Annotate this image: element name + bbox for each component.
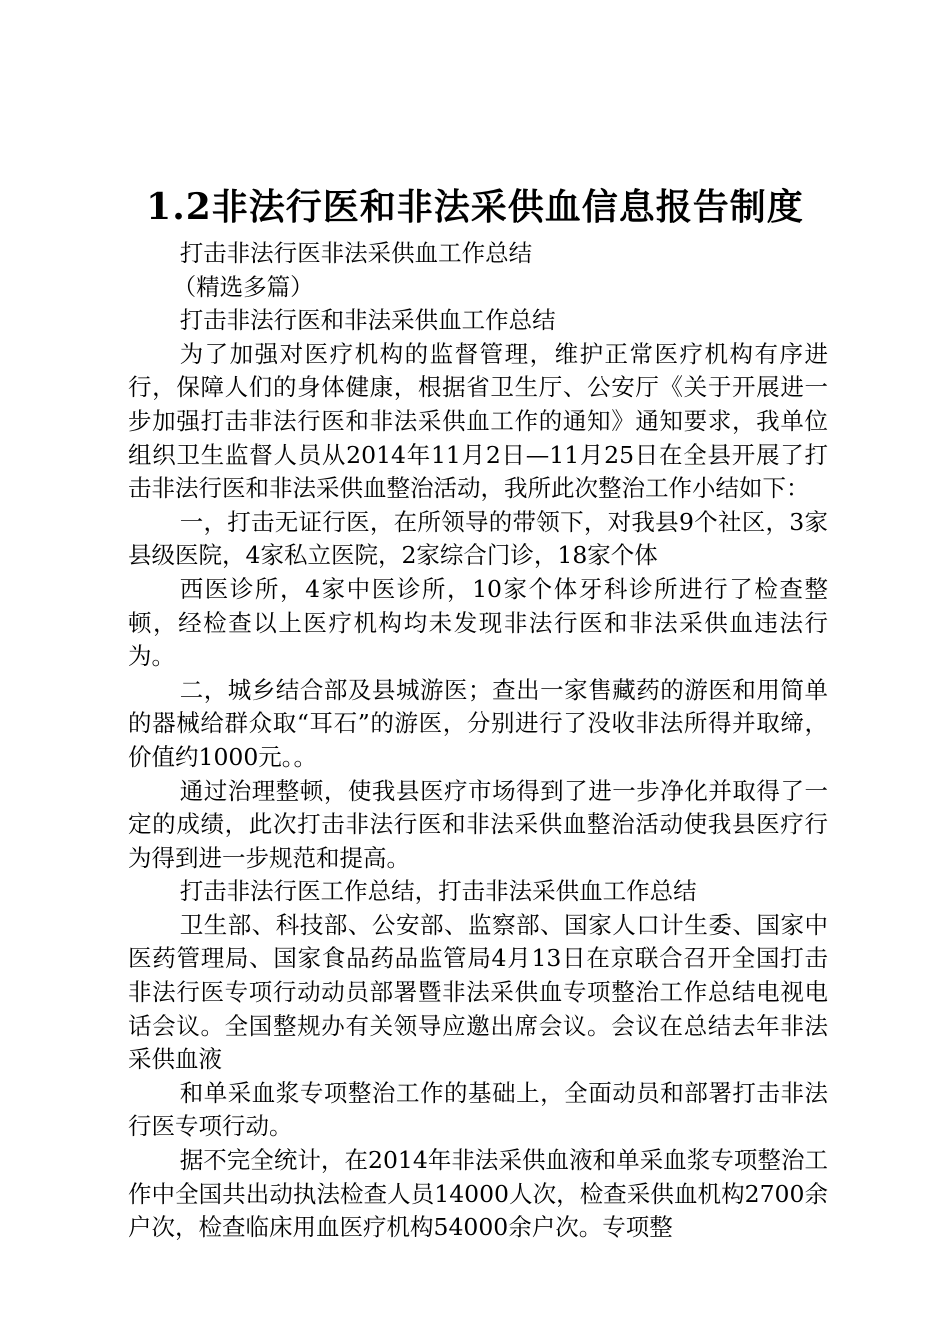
paragraph: 为了加强对医疗机构的监督管理，维护正常医疗机构有序进行，保障人们的身体健康，根据省卫生厅、公安厅《关于开展进一步加强打击非法行医和非法采供血工作的通知》通知要求，我单位组织卫生监督人员从2014年11月2日—11月25日在全县开展了打击非法行医和非法采供血整治活动，我所此次整治工作小结如下： [128, 339, 828, 503]
document-title: 1.2非法行医和非法采供血信息报告制度 [146, 186, 804, 228]
paragraph: 西医诊所，4家中医诊所，10家个体牙科诊所进行了检查整顿，经检查以上医疗机构均未发现非法行医和非法采供血违法行为。 [128, 574, 828, 671]
section-heading: 打击非法行医和非法采供血工作总结 [179, 306, 556, 335]
section-heading: 打击非法行医工作总结，打击非法采供血工作总结 [179, 877, 697, 906]
subtitle-heading: 打击非法行医非法采供血工作总结 [179, 239, 533, 267]
paragraph: 二，城乡结合部及县城游医；查出一家售藏药的游医和用简单的器械给群众取“耳石”的游医，分别进行了没收非法所得并取缔，价值约1000元。。 [128, 675, 828, 771]
subtitle-note: （精选多篇） [172, 272, 314, 301]
paragraph: 卫生部、科技部、公安部、监察部、国家人口计生委、国家中医药管理局、国家食品药品监管局4月13日在京联合召开全国打击非法行医专项行动动员部署暨非法采供血专项整治工作总结电视电话会议。全国整规办有关领导应邀出席会议。会议在总结去年非法采供血液 [128, 910, 828, 1074]
paragraph: 通过治理整顿，使我县医疗市场得到了进一步净化并取得了一定的成绩，此次打击非法行医和非法采供血整治活动使我县医疗行为得到进一步规范和提高。 [128, 776, 828, 872]
paragraph: 和单采血浆专项整治工作的基础上，全面动员和部署打击非法行医专项行动。 [128, 1078, 828, 1141]
paragraph: 一，打击无证行医，在所领导的带领下，对我县9个社区，3家县级医院，4家私立医院，2家综合门诊，18家个体 [128, 507, 828, 570]
document-body [128, 237, 828, 1245]
paragraph: 据不完全统计，在2014年非法采供血液和单采血浆专项整治工作中全国共出动执法检查人员14000人次，检查采供血机构2700余户次，检查临床用血医疗机构54000余户次。专项整 [128, 1146, 828, 1242]
